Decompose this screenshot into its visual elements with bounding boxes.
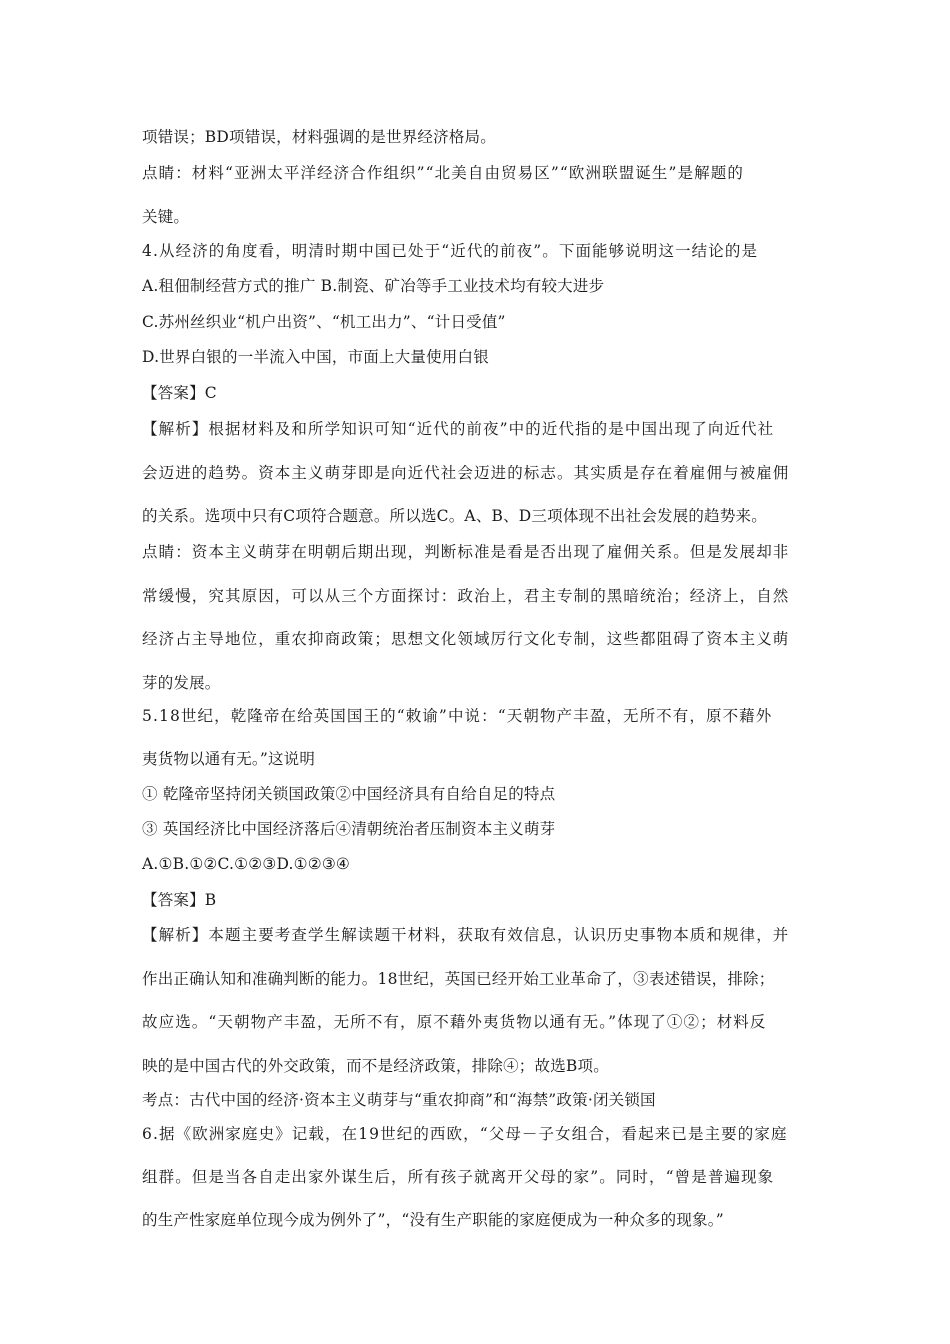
- question-5-stem: 夷货物以通有无。”这说明: [142, 750, 316, 768]
- note-text: 点睛：资本主义萌芽在明朝后期出现，判断标准是看是否出现了雇佣关系。但是发展却非: [142, 543, 790, 561]
- note-text: 经济占主导地位，重农抑商政策；思想文化领域厉行文化专制，这些都阻碍了资本主义萌: [142, 630, 790, 648]
- question-6-stem: 组群。但是当各自走出家外谋生后，所有孩子就离开父母的家”。同时，“曾是普遍现象: [142, 1168, 775, 1186]
- question-5-statements: ③ 英国经济比中国经济落后④清朝统治者压制资本主义萌芽: [142, 820, 556, 838]
- text-line: 点睛：材料“亚洲太平洋经济合作组织”“北美自由贸易区”“欧洲联盟诞生”是解题的: [142, 164, 744, 182]
- question-4-stem: 4.从经济的角度看，明清时期中国已处于“近代的前夜”。下面能够说明这一结论的是: [142, 242, 759, 260]
- analysis-text: 故应选。“天朝物产丰盈，无所不有，原不藉外夷货物以通有无。”体现了①②；材料反: [142, 1013, 767, 1031]
- question-4-options-ab: A.租佃制经营方式的推广 B.制瓷、矿冶等手工业技术均有较大进步: [142, 277, 605, 295]
- analysis-text: 作出正确认知和准确判断的能力。18世纪，英国已经开始工业革命了，③表述错误，排除；: [142, 970, 775, 988]
- analysis-text: 会迈进的趋势。资本主义萌芽即是向近代社会迈进的标志。其实质是存在着雇佣与被雇佣: [142, 464, 790, 482]
- note-text: 芽的发展。: [142, 674, 221, 692]
- analysis-text: 【解析】本题主要考查学生解读题干材料，获取有效信息，认识历史事物本质和规律，并: [142, 926, 790, 944]
- question-5-stem: 5.18世纪，乾隆帝在给英国国王的“敕谕”中说：“天朝物产丰盈，无所不有，原不藉外: [142, 707, 773, 725]
- analysis-text: 映的是中国古代的外交政策，而不是经济政策，排除④；故选B项。: [142, 1057, 609, 1075]
- question-6-stem: 6.据《欧洲家庭史》记载，在19世纪的西欧，“父母－子女组合，看起来已是主要的家庭: [142, 1125, 788, 1143]
- question-4-option-d: D.世界白银的一半流入中国，市面上大量使用白银: [142, 348, 489, 366]
- text-line: 关键。: [142, 208, 190, 226]
- question-5-options: A.①B.①②C.①②③D.①②③④: [142, 855, 351, 873]
- answer-label: 【答案】B: [142, 891, 217, 909]
- answer-label: 【答案】C: [142, 384, 217, 402]
- knowledge-point: 考点：古代中国的经济·资本主义萌芽与“重农抑商”和“海禁”政策·闭关锁国: [142, 1091, 656, 1109]
- analysis-text: 的关系。选项中只有C项符合题意。所以选C。A、B、D三项体现不出社会发展的趋势来。: [142, 507, 767, 525]
- question-6-stem: 的生产性家庭单位现今成为例外了”，“没有生产职能的家庭便成为一种众多的现象。”: [142, 1211, 724, 1229]
- analysis-text: 【解析】根据材料及和所学知识可知“近代的前夜”中的近代指的是中国出现了向近代社: [142, 420, 775, 438]
- text-line: 项错误；BD项错误，材料强调的是世界经济格局。: [142, 128, 496, 146]
- question-5-statements: ① 乾隆帝坚持闭关锁国政策②中国经济具有自给自足的特点: [142, 785, 556, 803]
- question-4-option-c: C.苏州丝织业“机户出资”、“机工出力”、“计日受值”: [142, 313, 506, 331]
- note-text: 常缓慢，究其原因，可以从三个方面探讨：政治上，君主专制的黑暗统治；经济上，自然: [142, 587, 790, 605]
